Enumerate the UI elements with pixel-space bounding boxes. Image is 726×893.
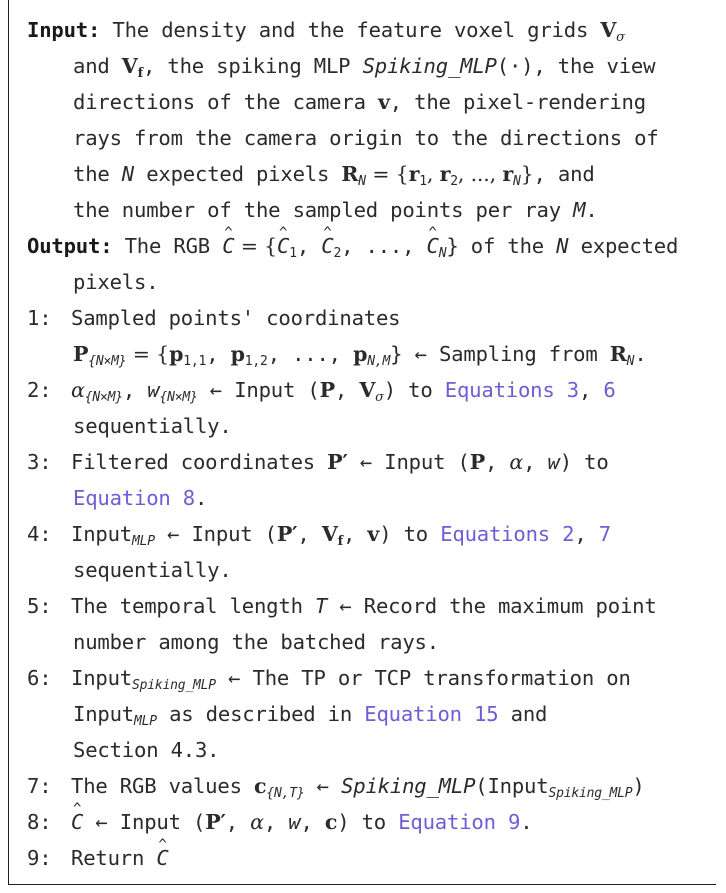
algorithm-box [27, 12, 722, 876]
input-line-6: the number of the sampled points per ray M. [73, 198, 598, 222]
step-1: 1: Sampled points' coordinates [27, 306, 401, 330]
input-line-5: the N expected pixels $R_N = \{r_1$, $r_2$, ..., $r_N$}, and [73, 162, 595, 189]
output-label: Output: [27, 234, 113, 258]
link-equations-3[interactable]: Equations 3 [444, 378, 579, 402]
input-line-4: rays from the camera origin to the directions of [73, 126, 659, 150]
input-line-2: and $V_f$, the spiking MLP Spiking_MLP(·), the view [73, 54, 656, 81]
step-4-cont: sequentially. [73, 558, 232, 582]
step-3: 3: Filtered coordinates P′ ← Input (P, α, w) to [27, 450, 609, 474]
step-9: 9: Return ^ C [27, 840, 722, 876]
link-equations-2[interactable]: Equations 2 [440, 522, 575, 546]
step-6: 6: Input$_{Spiking\_MLP}$ ← The TP or TCP transformation on [27, 666, 631, 693]
link-equation-15[interactable]: Equation 15 [364, 702, 499, 726]
input-label: Input: [27, 18, 101, 42]
output-line-1: Output: The RGB ^ C = {^ $C_1$, ^ $C_2$, ..., ^ $C_N$} of the N expected [27, 228, 722, 264]
step-2-cont: sequentially. [73, 414, 232, 438]
step-7: 7: The RGB values $c_{\{N,T\}}$ ← Spiking_MLP(Input$_{Spiking\_MLP}$) [27, 774, 645, 801]
step-4: 4: Input$_{MLP}$ ← Input (P′, $V_f$, v) to Equations 2, 7 [27, 522, 611, 549]
step-1-cont: $P_{\{N\times M\}} = \{p_{1,1}$, $p_{1,2}$, ..., $p_{N,M}$} ← Sampling from $R_N$. [73, 342, 647, 369]
step-2: 2: $\alpha_{\{N\times M\}}$, $w_{\{N\times M\}}$ ← Input (P, $V_\sigma$) to Equations 3, 6 [27, 378, 616, 405]
input-line-3: directions of the camera v, the pixel-rendering [73, 90, 646, 114]
step-6-cont-2: Section 4.3. [73, 738, 220, 762]
link-equation-7[interactable]: 7 [598, 522, 611, 546]
input-line-1: Input: The density and the feature voxel grids $V_\sigma$ [27, 18, 625, 45]
step-8: 8:^ C ← Input (P′, α, w, c) to Equation 9. [27, 804, 722, 840]
step-5-cont: number among the batched rays. [73, 630, 439, 654]
link-equation-9[interactable]: Equation 9 [398, 810, 521, 834]
step-6-cont-1: Input$_{MLP}$ as described in Equation 15 and [73, 702, 548, 729]
step-3-cont: Equation 8. [73, 486, 208, 510]
step-5: 5: The temporal length T ← Record the maximum point [27, 594, 657, 618]
link-equation-8[interactable]: Equation 8 [73, 486, 195, 510]
output-line-2: pixels. [73, 270, 159, 294]
link-equation-6[interactable]: 6 [603, 378, 616, 402]
